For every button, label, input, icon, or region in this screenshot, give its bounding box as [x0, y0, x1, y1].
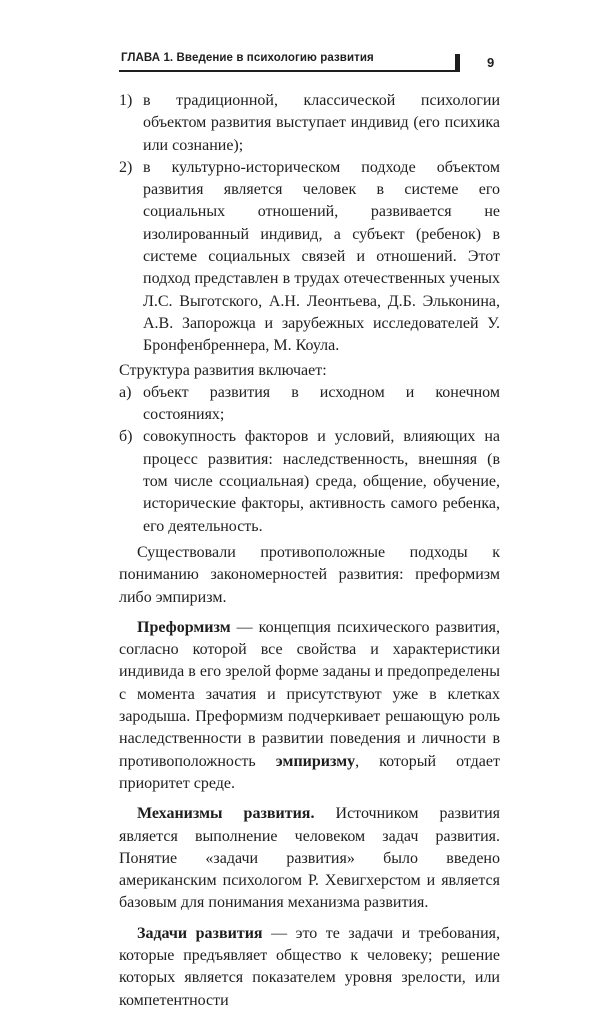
list-item-text: в традиционной, классической психологии объектом развития выступает индивид (его психика или сознание);: [143, 92, 500, 154]
term-tasks: Задачи развития: [137, 924, 263, 942]
lettered-item-b: [119, 426, 500, 537]
term-mechanisms: Механизмы развития.: [137, 805, 315, 823]
chapter-title: ГЛАВА 1. Введение в психологию развития: [121, 52, 374, 64]
list-marker: 2): [119, 158, 133, 176]
numbered-item-1: [119, 90, 500, 157]
list-marker: а): [119, 383, 132, 401]
list-marker: б): [119, 428, 133, 446]
lettered-item-a: [119, 382, 500, 427]
page-number: 9: [487, 55, 495, 70]
list-marker: 1): [119, 92, 133, 109]
paragraph-text: , который отдает приоритет среде.: [119, 752, 501, 792]
list-item-text: объект развития в исходном и конечном состояниях;: [143, 383, 500, 424]
paragraph-text: — это те задачи и требования, которые предъявляет общество к человеку; решение которых является показателем уровня зрелости, или компетентности: [119, 924, 501, 1009]
running-header: [119, 52, 500, 80]
paragraph-tasks: [119, 923, 500, 1012]
paragraph-text: Источником развития является выполнение человеком задач развития. Понятие «задачи развития» было введено американским психологом Р. Хевигхерстом и является базовым для понимания механизма развития.: [119, 805, 500, 912]
paragraph-text: — концепция психического развития, согласно которой все свойства и характеристики индивида в его зрелой форме заданы и предопределены с момента зачатия и присутствуют уже в клетках зародыша. Преформизм подчеркивает решающую роль наследственности в развитии поведения и личности в противоположность: [119, 618, 500, 770]
header-rule: [119, 70, 459, 72]
numbered-item-2: [119, 157, 500, 358]
structure-intro: Структура развития включает:: [119, 361, 327, 379]
header-marker-bar: [455, 54, 460, 72]
paragraph-approaches: Существовали противоположные подходы к пониманию закономерностей развития: преформизм либо эмпиризм.: [119, 543, 500, 606]
page-body: [119, 90, 500, 1012]
paragraph-mechanisms: [119, 803, 500, 914]
paragraph-preformism: [119, 617, 500, 795]
list-item-text: в культурно-историческом подходе объектом развития является человек в системе его социальных отношений, развивается не изолированный индивид, а субъект (ребенок) в системе социальных связей и отношений. Этот подход представлен в трудах отечественных ученых Л.С. Выготского, А.Н. Леонтьева, Д.Б. Эльконина, А.В. Запорожца и зарубежных исследователей У. Бронфенбреннера, М. Коула.: [143, 158, 500, 355]
list-item-text: совокупность факторов и условий, влияющих на процесс развития: наследственность, внешняя (в том числе ссоциальная) среда, общение, обучение, исторические факторы, активность самого ребенка, его деятельность.: [143, 428, 500, 535]
term-empiricism: эмпиризму: [275, 752, 356, 770]
term-preformism: Преформизм: [137, 618, 231, 636]
